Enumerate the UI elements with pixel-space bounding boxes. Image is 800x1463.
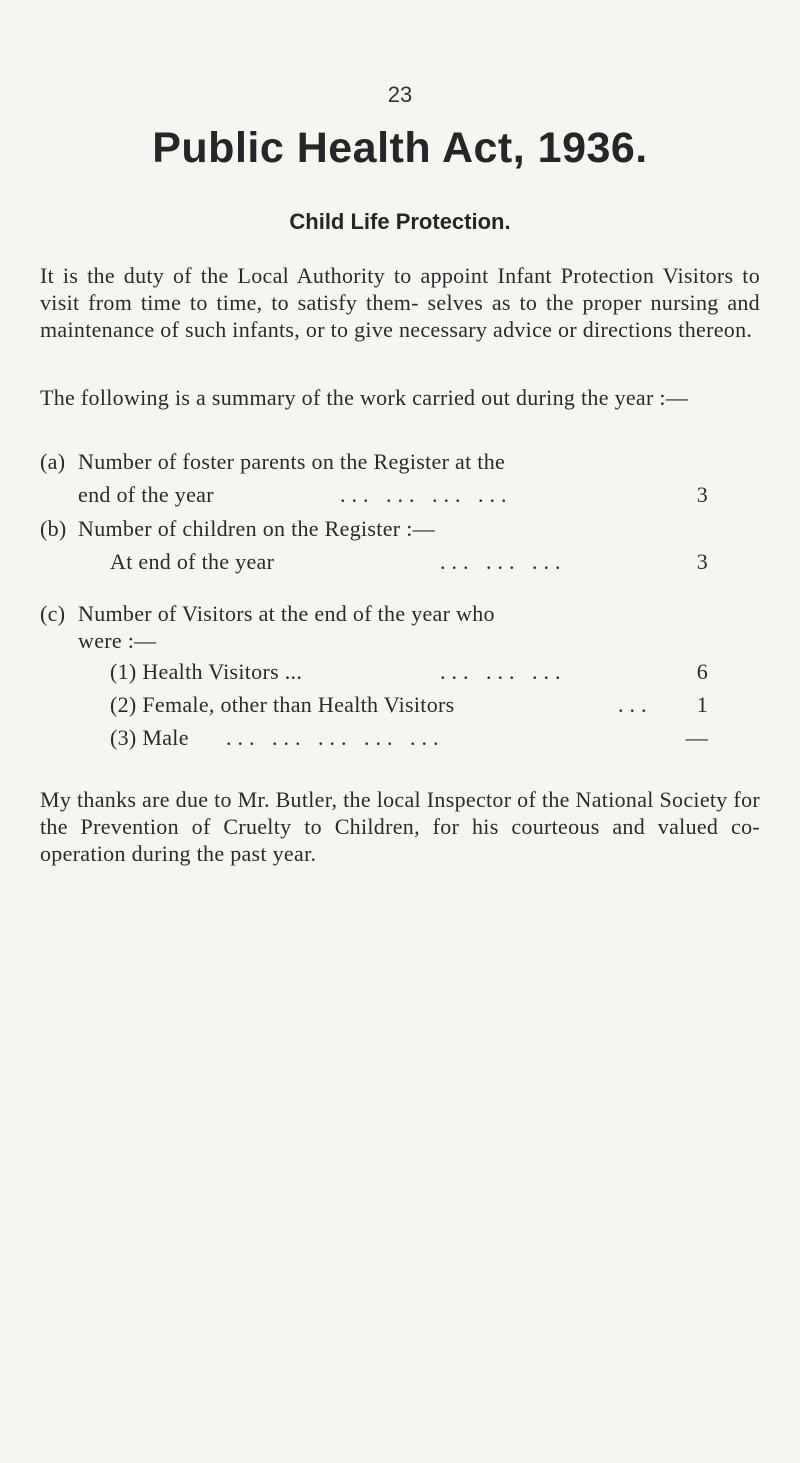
thanks-paragraph: My thanks are due to Mr. Butler, the local Inspector of the National Society for the Prevention of Cruelty to Children, for his courteous and valued co-operation during the past year. bbox=[40, 787, 760, 866]
item-a-line1: Number of foster parents on the Register at the bbox=[78, 449, 506, 474]
item-a bbox=[40, 448, 760, 508]
item-c-sub2-label: (2) Female, other than Health Visitors bbox=[110, 692, 455, 717]
item-c-sub1-label: (1) Health Visitors ... bbox=[110, 659, 303, 684]
item-b-line1: Number of children on the Register :— bbox=[78, 516, 435, 541]
section-subtitle: Child Life Protection. bbox=[289, 209, 511, 234]
item-b bbox=[40, 515, 760, 575]
item-c-sub1-leader: ... ... ... bbox=[440, 659, 567, 684]
page-number: 23 bbox=[387, 82, 413, 107]
page-title: Public Health Act, 1936. bbox=[152, 124, 648, 172]
item-b-marker: (b) bbox=[40, 516, 67, 541]
item-c-line1: Number of Visitors at the end of the year who bbox=[78, 601, 495, 626]
item-b-value: 3 bbox=[696, 549, 708, 574]
item-c-sub2-value: 1 bbox=[696, 692, 708, 717]
item-b-line2: At end of the year bbox=[110, 549, 275, 574]
item-a-marker: (a) bbox=[40, 449, 66, 474]
summary-intro-paragraph: The following is a summary of the work carried out during the year :— bbox=[40, 385, 689, 410]
item-b-leader: ... ... ... bbox=[440, 549, 567, 574]
item-c-sub3-label: (3) Male bbox=[110, 725, 189, 750]
item-a-line2: end of the year bbox=[78, 482, 214, 507]
item-c-sub2-leader: ... bbox=[618, 692, 653, 717]
intro-paragraph: It is the duty of the Local Authority to appoint Infant Protection Visitors to visit from time to time, to satisfy them- selves as to the proper nursing and maintenance of such infants, or to give necessary advice or directions thereon. bbox=[40, 263, 760, 342]
item-a-leader: ... ... ... ... bbox=[340, 482, 513, 507]
item-c-sub1-value: 6 bbox=[696, 659, 708, 684]
item-c bbox=[40, 600, 760, 770]
item-c-sub3-value: — bbox=[685, 725, 708, 750]
item-a-value: 3 bbox=[696, 482, 708, 507]
item-c-line2: were :— bbox=[78, 628, 157, 653]
item-c-sub3-leader: ... ... ... ... ... bbox=[226, 725, 445, 750]
item-c-marker: (c) bbox=[40, 601, 66, 626]
